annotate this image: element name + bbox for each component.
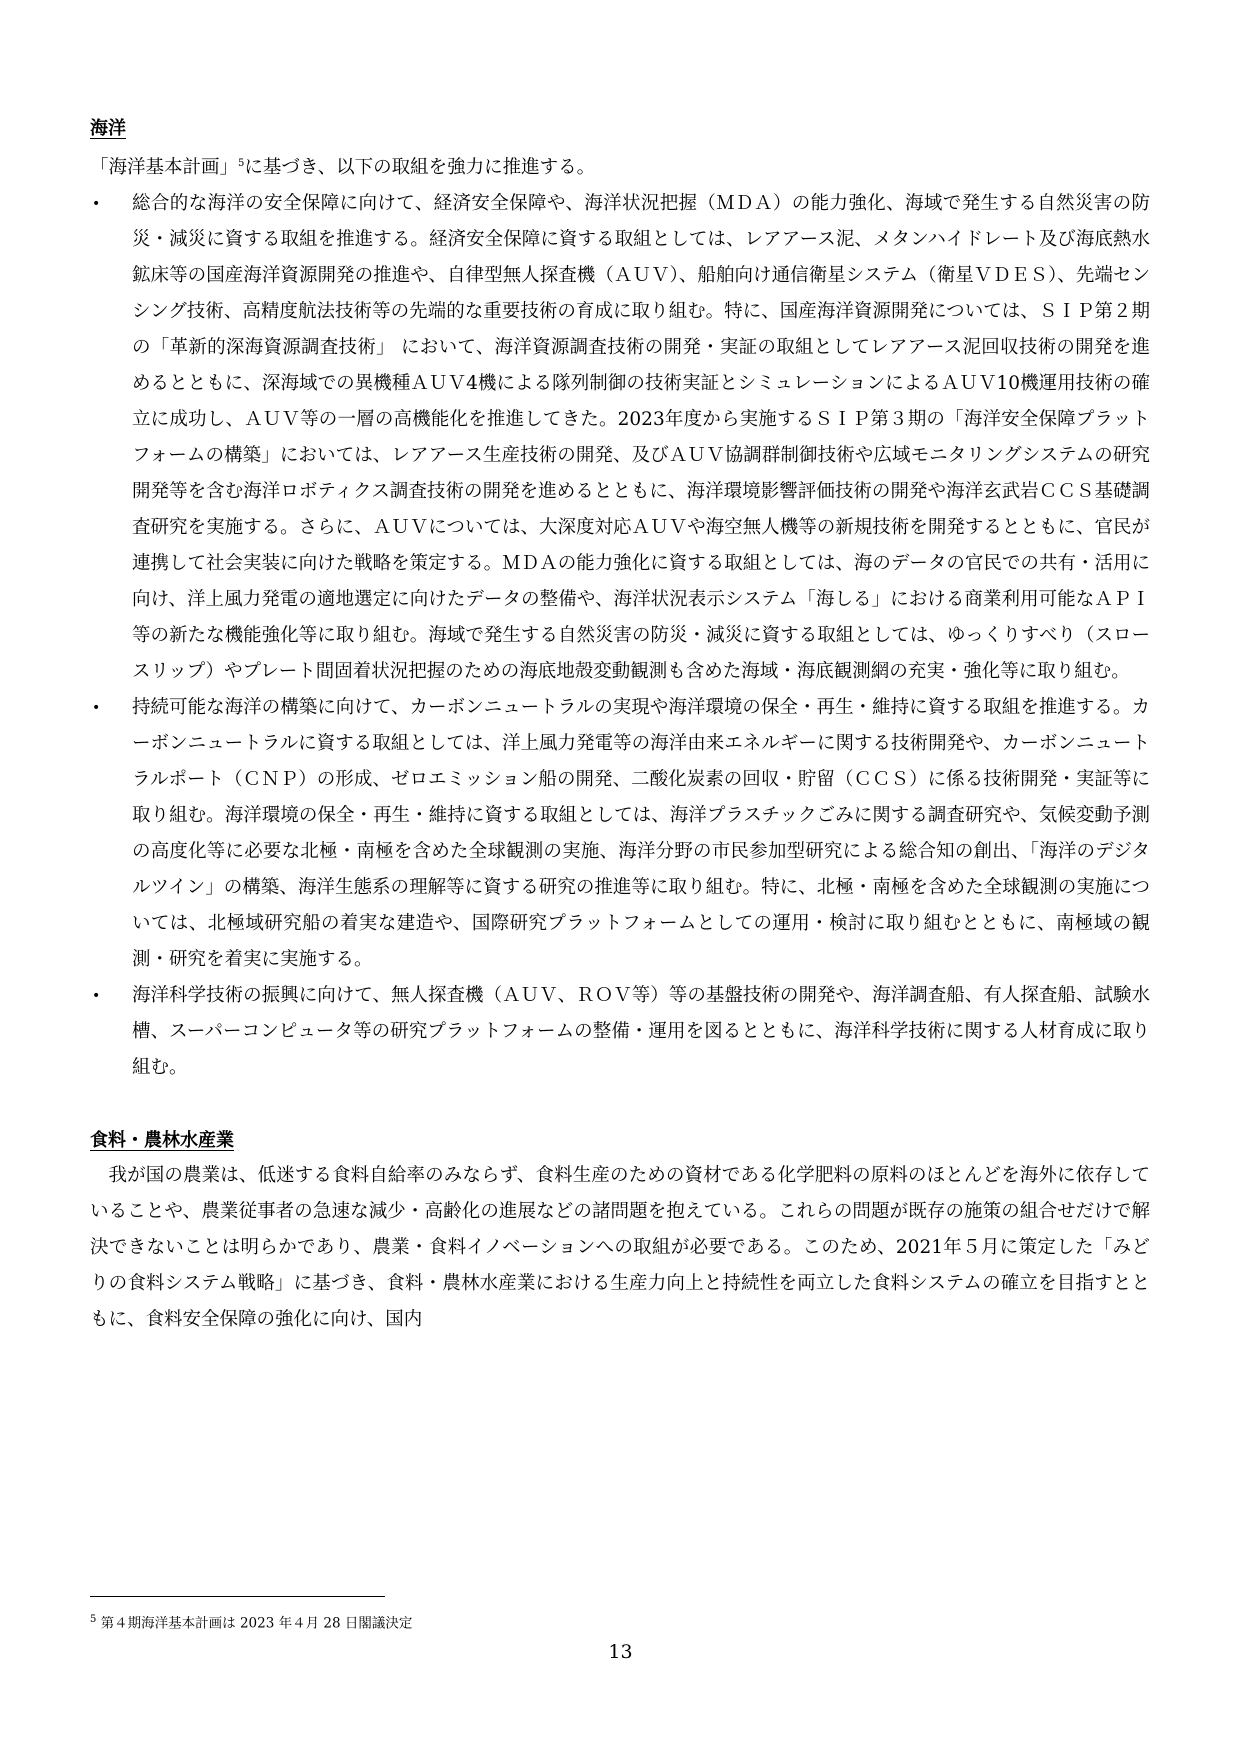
footnote <box>90 1610 412 1634</box>
ocean-intro-text: 「海洋基本計画」 <box>90 157 239 179</box>
section-heading-food: 食料・農林水産業 <box>90 1130 234 1152</box>
footnote-reference[interactable]: 5 <box>238 158 245 169</box>
section-heading-ocean: 海洋 <box>90 118 126 139</box>
footnote-number: 5 <box>90 1614 97 1625</box>
bullet-text: 海洋科学技術の振興に向けて、無人探査機（ＡＵＶ、ＲＯＶ等）等の基盤技術の開発や、海洋調査船、有人探査船、試験水槽、スーパーコンピュータ等の研究プラットフォームの整備・運用を図るとともに、海洋科学技術に関する人材育成に取り組む。 <box>132 985 1150 1079</box>
bullet-icon: • <box>92 700 101 717</box>
ocean-intro <box>90 146 1150 186</box>
bullet-text: 持続可能な海洋の構築に向けて、カーボンニュートラルの実現や海洋環境の保全・再生・維持に資する取組を推進する。カーボンニュートラルに資する取組としては、洋上風力発電等の海洋由来エネルギーに関する技術開発や、カーボンニュートラルポート（ＣＮＰ）の形成、ゼロエミッション船の開発、二酸化炭素の回収・貯留（ＣＣＳ）に係る技術開発・実証等に取り組む。海洋環境の保全・再生・維持に資する取組としては、海洋プラスチックごみに関する調査研究や、気候変動予測の高度化等に必要な北極・南極を含めた全球観測の実施、海洋分野の市民参加型研究による総合知の創出、「海洋のデジタルツイン」の構築、海洋生態系の理解等に資する研究の推進等に取り組む。特に、北極・南極を含めた全球観測の実施については、北極域研究船の着実な建造や、国際研究プラットフォームとしての運用・検討に取り組むとともに、南極域の観測・研究を着実に実施する。 <box>132 697 1150 971</box>
ocean-intro-rest: に基づき、以下の取組を強力に推進する。 <box>244 157 596 179</box>
bullet-icon: • <box>92 196 101 213</box>
ocean-bullet-list <box>90 186 1150 1086</box>
list-item <box>90 978 1150 1086</box>
food-paragraph: 我が国の農業は、低迷する食料自給率のみならず、食料生産のための資材である化学肥料の原料のほとんどを海外に依存していることや、農業従事者の急速な減少・高齢化の進展などの諸問題を抱えている。これらの問題が既存の施策の組合せだけで解決できないことは明らかであり、農業・食料イノベーションへの取組が必要である。このため、2021年５月に策定した「みどりの食料システム戦略」に基づき、食料・農林水産業における生産力向上と持続性を両立した食料システムの確立を目指すとともに、食料安全保障の強化に向け、国内 <box>90 1165 1150 1331</box>
list-item <box>90 690 1150 978</box>
list-item <box>90 186 1150 690</box>
document-body <box>90 112 1150 1338</box>
bullet-icon: • <box>92 988 101 1005</box>
section-spacer <box>90 1086 1150 1124</box>
footnote-divider <box>90 1596 385 1597</box>
bullet-text: 総合的な海洋の安全保障に向けて、経済安全保障や、海洋状況把握（ＭＤＡ）の能力強化、海域で発生する自然災害の防災・減災に資する取組を推進する。経済安全保障に資する取組としては、レアアース泥、メタンハイドレート及び海底熱水鉱床等の国産海洋資源開発の推進や、自律型無人探査機（ＡＵＶ）、船舶向け通信衛星システム（衛星ＶＤＥＳ）、先端センシング技術、高精度航法技術等の先端的な重要技術の育成に取り組む。特に、国産海洋資源開発については、ＳＩＰ第２期の「革新的深海資源調査技術」 において、海洋資源調査技術の開発・実証の取組としてレアアース泥回収技術の開発を進めるとともに、深海域での異機種ＡＵＶ4機による隊列制御の技術実証とシミュレーションによるＡＵＶ10機運用技術の確立に成功し、ＡＵＶ等の一層の高機能化を推進してきた。2023年度から実施するＳＩＰ第３期の「海洋安全保障プラットフォームの構築」においては、レアアース生産技術の開発、及びＡＵＶ協調群制御技術や広域モニタリングシステムの研究開発等を含む海洋ロボティクス調査技術の開発を進めるとともに、海洋環境影響評価技術の開発や海洋玄武岩ＣＣＳ基礎調査研究を実施する。さらに、ＡＵＶについては、大深度対応ＡＵＶや海空無人機等の新規技術を開発するとともに、官民が連携して社会実装に向けた戦略を策定する。ＭＤＡの能力強化に資する取組としては、海のデータの官民での共有・活用に向け、洋上風力発電の適地選定に向けたデータの整備や、海洋状況表示システム「海しる」における商業利用可能なＡＰＩ等の新たな機能強化等に取り組む。海域で発生する自然災害の防災・減災に資する取組としては、ゆっくりすべり（スロースリップ）やプレート間固着状況把握のための海底地殻変動観測も含めた海域・海底観測網の充実・強化等に取り組む。 <box>132 193 1150 683</box>
footnote-text: 第４期海洋基本計画は 2023 年４月 28 日閣議決定 <box>96 1615 413 1632</box>
page-number: 13 <box>608 1641 633 1663</box>
